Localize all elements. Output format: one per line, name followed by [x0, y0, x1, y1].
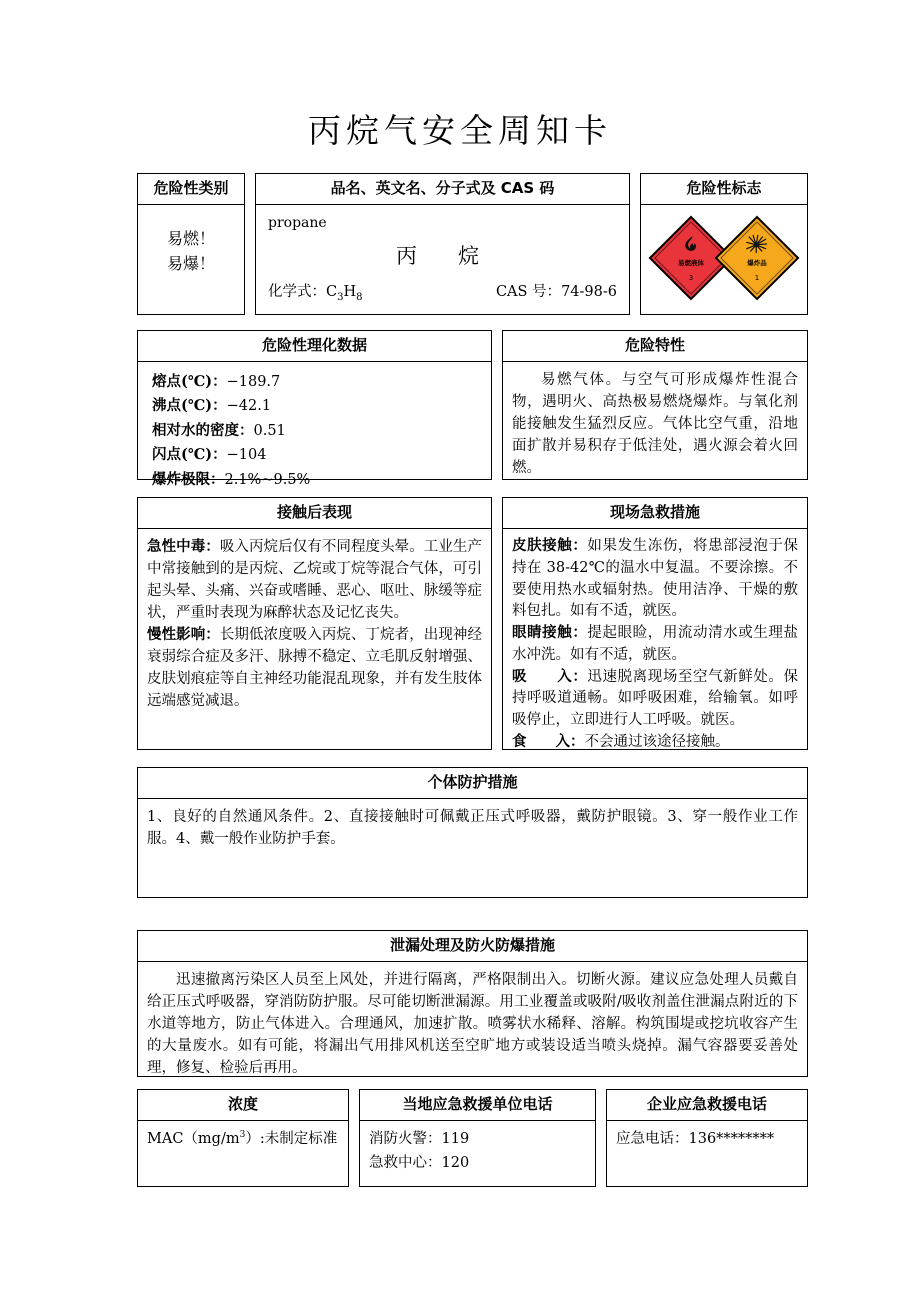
first-aid-text: 不会通过该途径接触。: [584, 733, 730, 750]
local-emergency-box: [359, 1089, 596, 1187]
chemical-formula: 化学式：$C_3H_8$: [268, 283, 363, 303]
physical-data-row: 熔点(℃)：−189.7: [152, 373, 281, 390]
protection-text: 1、良好的自然通风条件。2、直接接触时可佩戴正压式呼吸器，戴防护眼镜。3、穿一般作业工作服。4、戴一般作业防护手套。: [147, 809, 798, 848]
identity-header: 品名、英文名、分子式及 CAS 码: [256, 174, 629, 205]
first-aid-item: [512, 623, 798, 667]
explosive-class-number: 1: [754, 273, 760, 282]
symptoms-body: [138, 529, 491, 718]
first-aid-label: 吸 入：: [512, 668, 588, 685]
concentration-header: 浓度: [138, 1090, 348, 1121]
protection-header: 个体防护措施: [138, 768, 807, 799]
flame-icon: [681, 234, 701, 258]
local-emergency-body: [360, 1121, 595, 1182]
flammable-liquid-label: 易燃液体: [678, 258, 704, 266]
danger-traits-header: 危险特性: [503, 331, 807, 362]
hazard-class-line-2: 易爆！: [166, 253, 215, 273]
symptoms-header: 接触后表现: [138, 498, 491, 529]
danger-traits-box: [502, 330, 808, 480]
hazard-class-line-1: 易燃！: [166, 229, 215, 248]
explosive-label: 爆炸品: [747, 258, 767, 266]
physical-data-box: [137, 330, 492, 488]
identity-body: [256, 205, 629, 310]
hazard-symbol-header: 危险性标志: [641, 174, 807, 205]
hazard-class-header: 危险性类别: [138, 174, 244, 205]
flammable-liquid-class-number: 3: [688, 273, 694, 282]
first-aid-text: 迅速脱离现场至空气新鲜处。保持呼吸道通畅。如呼吸困难，给输氧。如呼吸停止，立即进行人工呼吸。就医。: [512, 668, 799, 728]
hazard-class-body: [138, 205, 244, 283]
first-aid-text: 提起眼睑，用流动清水或生理盐水冲洗。如有不适，就医。: [512, 625, 799, 663]
formula-row: [268, 281, 617, 305]
chronic-effect-entry: [147, 624, 482, 712]
corp-emergency-number: 应急电话：136********: [616, 1131, 775, 1147]
english-name: propane: [268, 215, 327, 231]
danger-traits-body: [503, 362, 807, 485]
explosion-icon: [746, 234, 768, 258]
mac-value: $MAC(mg/m^3)$:未制定标准: [147, 1130, 338, 1147]
protection-box: [137, 767, 808, 898]
first-aid-text: 如果发生冻伤，将患部浸泡于保持在 38-42℃的温水中复温。不要涂擦。不要使用热水或辐射热。使用洁净、干燥的敷料包扎。如有不适，就医。: [512, 538, 799, 620]
physical-data-row: 沸点(℃)：−42.1: [152, 397, 272, 415]
physical-data-row: 爆炸极限：2.1%~9.5%: [152, 470, 311, 488]
first-aid-label: 食 入：: [512, 733, 585, 750]
leakage-header: 泄漏处理及防火防爆措施: [138, 931, 807, 962]
acute-poisoning-entry: [147, 536, 482, 624]
hazard-symbol-box: [640, 173, 808, 315]
concentration-box: [137, 1089, 349, 1187]
first-aid-item: [512, 667, 798, 732]
corp-emergency-box: [606, 1089, 808, 1187]
hazard-class-box: [137, 173, 245, 315]
ambulance-number: 急救中心：120: [369, 1154, 470, 1171]
chinese-name: 丙 烷: [396, 244, 489, 269]
hazard-symbol-body: [641, 205, 807, 310]
page-title: 丙烷气安全周知卡: [308, 111, 612, 150]
leakage-body: [138, 962, 807, 1085]
explosive-placard: [715, 215, 800, 300]
corp-emergency-header: 企业应急救援电话: [607, 1090, 807, 1121]
first-aid-header: 现场急救措施: [503, 498, 807, 529]
first-aid-item: [512, 732, 798, 754]
acute-poisoning-text: 吸入丙烷后仅有不同程度头晕。工业生产中常接触到的是丙烷、乙烷或丁烷等混合气体，可引起头晕、头痛、兴奋或嗜睡、恶心、呕吐、脉缓等症状，严重时表现为麻醉状态及记忆丧失。: [147, 539, 483, 622]
physical-data-header: 危险性理化数据: [138, 331, 491, 362]
leakage-box: [137, 930, 808, 1077]
physical-data-row: 相对水的密度：0.51: [152, 421, 286, 439]
protection-body: [138, 799, 807, 857]
fire-alarm-number: 消防火警：119: [369, 1131, 470, 1147]
corp-emergency-body: [607, 1121, 807, 1158]
physical-data-row: 闪点(℃)：−104: [152, 446, 267, 464]
first-aid-label: 眼睛接触：: [512, 625, 588, 641]
leakage-text: 迅速撤离污染区人员至上风处，并进行隔离，严格限制出入。切断火源。建议应急处理人员戴自给正压式呼吸器，穿消防防护服。尽可能切断泄漏源。用工业覆盖或吸附/吸收剂盖住泄漏点附近的下水道等地方，防止气体进入。合理通风，加速扩散。喷雾状水稀释、溶解。构筑围堤或挖坑收容产生的大量废水。如有可能，将漏出气用排风机送至空旷地方或装设适当喷头烧掉。漏气容器要妥善处理，修复、检验后再用。: [147, 972, 798, 1077]
chronic-effect-text: 长期低浓度吸入丙烷、丁烷者，出现神经衰弱综合症及多汗、脉搏不稳定、立毛肌反射增强、皮肤划痕症等自主神经功能混乱现象，并有发生肢体远端感觉减退。: [147, 627, 483, 710]
first-aid-label: 皮肤接触：: [512, 538, 588, 554]
chronic-effect-label: 慢性影响：: [147, 627, 220, 644]
cas-number: CAS 号：74-98-6: [495, 283, 617, 300]
first-aid-box: [502, 497, 808, 750]
acute-poisoning-label: 急性中毒：: [147, 539, 220, 555]
identity-box: [255, 173, 630, 315]
danger-traits-text: 易燃气体。与空气可形成爆炸性混合物，遇明火、高热极易燃烧爆炸。与氧化剂能接触发生猛烈反应。气体比空气重，沿地面扩散并易积存于低洼处，遇火源会着火回燃。: [512, 372, 798, 477]
first-aid-item: [512, 536, 798, 623]
concentration-body: [138, 1121, 348, 1156]
local-emergency-header: 当地应急救援单位电话: [360, 1090, 595, 1121]
physical-data-body: [138, 362, 491, 498]
symptoms-box: [137, 497, 492, 750]
first-aid-body: [503, 529, 807, 760]
